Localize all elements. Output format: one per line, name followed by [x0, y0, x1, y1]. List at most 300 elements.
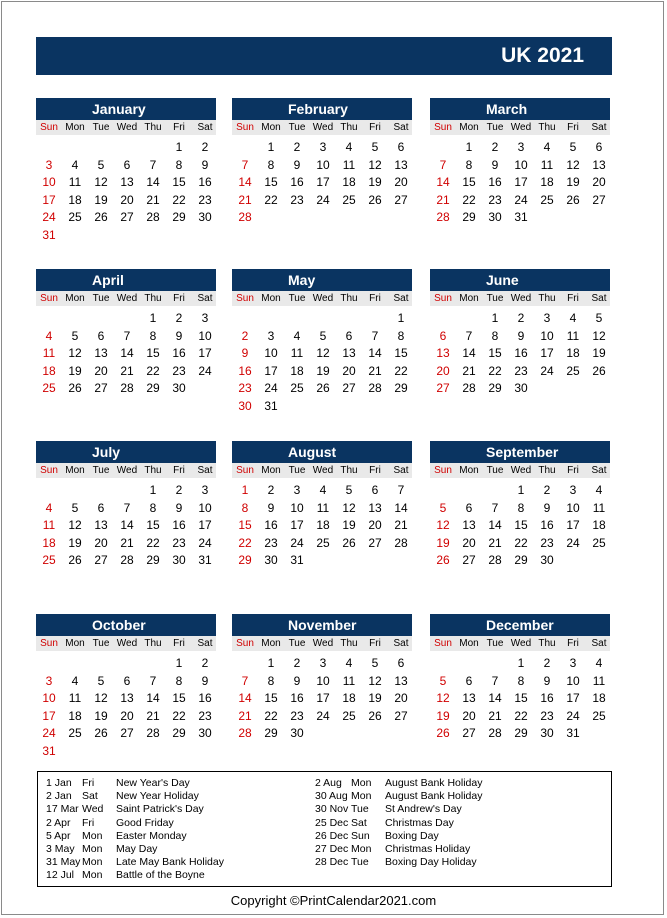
day-cell: 28	[120, 553, 134, 568]
day-cell: 21	[238, 708, 252, 723]
day-cell: 9	[543, 500, 551, 515]
day-cell: 15	[238, 518, 252, 533]
day-cell: 4	[71, 157, 79, 172]
day-grid	[430, 478, 610, 586]
holiday-weekday: Sat	[351, 816, 367, 829]
day-cell: 25	[592, 535, 606, 550]
day-cell: 26	[436, 726, 450, 741]
day-cell: 19	[68, 363, 82, 378]
weekday-label: Tue	[92, 638, 110, 649]
weekday-label: Mon	[261, 293, 281, 304]
day-cell: 7	[123, 328, 131, 343]
day-cell: 12	[68, 518, 82, 533]
holiday-weekday: Mon	[351, 777, 372, 789]
day-cell: 7	[241, 673, 249, 688]
day-cell: 4	[319, 483, 327, 497]
day-cell: 26	[68, 381, 82, 396]
day-cell: 5	[439, 500, 447, 515]
day-cell: 20	[120, 708, 134, 723]
weekday-header	[232, 120, 412, 135]
month-name: July	[36, 441, 216, 463]
day-cell: 7	[149, 157, 157, 172]
day-cell: 22	[238, 535, 252, 550]
day-cell: 24	[198, 535, 212, 550]
day-cell: 26	[94, 726, 108, 741]
weekday-label: Tue	[486, 465, 504, 476]
month-name: November	[232, 614, 412, 636]
day-cell: 22	[264, 708, 278, 723]
weekday-label: Sun	[434, 638, 452, 649]
day-cell: 8	[491, 328, 499, 343]
month-march	[430, 98, 610, 243]
holiday-name: Christmas Day	[385, 816, 454, 829]
day-cell: 6	[371, 483, 379, 497]
weekday-label: Sat	[197, 638, 213, 649]
month-name: April	[36, 269, 216, 291]
weekday-label: Sun	[40, 293, 58, 304]
holiday-date: 12 Jul	[46, 869, 75, 882]
day-cell: 5	[71, 500, 79, 515]
day-grid	[36, 478, 216, 586]
day-cell: 20	[94, 535, 108, 550]
day-cell: 16	[172, 518, 186, 533]
weekday-label: Sat	[393, 465, 409, 476]
day-cell: 12	[368, 157, 382, 172]
day-cell: 9	[517, 328, 525, 343]
day-cell: 16	[198, 691, 212, 706]
holiday-item	[38, 777, 611, 790]
weekday-label: Sun	[40, 465, 58, 476]
day-cell: 13	[436, 346, 450, 361]
holiday-name: August Bank Holiday	[385, 777, 483, 789]
weekday-label: Wed	[510, 465, 532, 476]
weekday-header	[232, 636, 412, 651]
weekday-label: Mon	[261, 638, 281, 649]
month-october	[36, 614, 216, 759]
weekday-label: Fri	[369, 293, 381, 304]
day-cell: 31	[264, 399, 278, 413]
day-cell: 23	[198, 192, 212, 207]
day-cell: 13	[462, 691, 476, 706]
holiday-item	[38, 803, 611, 816]
day-cell: 22	[172, 192, 186, 207]
day-cell: 23	[540, 535, 554, 550]
day-cell: 17	[566, 518, 580, 533]
day-cell: 14	[238, 691, 252, 706]
day-cell: 28	[238, 726, 252, 741]
day-cell: 27	[342, 381, 356, 396]
day-cell: 23	[488, 192, 502, 207]
day-cell: 3	[267, 328, 275, 343]
day-cell: 30	[488, 210, 502, 225]
holiday-weekday: Mon	[82, 856, 103, 869]
day-cell: 29	[514, 553, 528, 568]
day-cell: 27	[592, 192, 606, 207]
holiday-weekday: Fri	[82, 816, 95, 829]
weekday-label: Mon	[261, 122, 281, 133]
day-cell: 29	[462, 210, 476, 225]
weekday-label: Thu	[538, 465, 556, 476]
day-cell: 18	[68, 192, 82, 207]
day-grid	[36, 135, 216, 243]
day-grid	[232, 135, 412, 243]
day-cell: 22	[462, 192, 476, 207]
weekday-label: Thu	[340, 638, 358, 649]
month-name: June	[430, 269, 610, 291]
day-cell: 3	[569, 483, 577, 497]
day-cell: 10	[198, 500, 212, 515]
day-cell: 7	[465, 328, 473, 343]
day-cell: 17	[566, 691, 580, 706]
weekday-label: Thu	[144, 293, 162, 304]
day-cell: 6	[595, 140, 603, 154]
month-february	[232, 98, 412, 243]
holiday-name: New Year Holiday	[116, 790, 199, 803]
day-cell: 14	[120, 346, 134, 361]
day-cell: 24	[264, 381, 278, 396]
day-cell: 9	[201, 157, 209, 172]
day-cell: 12	[436, 518, 450, 533]
day-cell: 21	[394, 518, 408, 533]
holiday-date: 2 Aug	[315, 777, 342, 789]
day-cell: 1	[465, 140, 473, 154]
day-cell: 18	[342, 691, 356, 706]
day-cell: 15	[394, 346, 408, 361]
weekday-label: Sat	[197, 465, 213, 476]
day-cell: 9	[543, 673, 551, 688]
day-cell: 21	[462, 363, 476, 378]
weekday-label: Sun	[236, 293, 254, 304]
weekday-label: Sat	[393, 293, 409, 304]
day-cell: 8	[175, 673, 183, 688]
weekday-label: Mon	[459, 638, 479, 649]
day-cell: 30	[198, 210, 212, 225]
weekday-label: Thu	[340, 293, 358, 304]
day-cell: 4	[595, 483, 603, 497]
day-cell: 20	[436, 363, 450, 378]
day-cell: 25	[68, 726, 82, 741]
weekday-label: Mon	[459, 293, 479, 304]
month-november	[232, 614, 412, 759]
weekday-label: Sat	[197, 293, 213, 304]
day-cell: 2	[175, 483, 183, 497]
day-cell: 27	[94, 381, 108, 396]
holiday-date: 1 Jan	[46, 777, 72, 789]
weekday-label: Fri	[369, 465, 381, 476]
day-cell: 15	[514, 691, 528, 706]
day-cell: 15	[146, 346, 160, 361]
weekday-label: Wed	[510, 293, 532, 304]
day-cell: 19	[368, 175, 382, 190]
day-cell: 26	[368, 192, 382, 207]
day-grid	[232, 651, 412, 759]
day-cell: 30	[514, 381, 528, 396]
day-cell: 9	[201, 673, 209, 688]
day-cell: 30	[540, 726, 554, 741]
page-title: UK 2021	[501, 44, 584, 67]
holiday-name: August Bank Holiday	[385, 790, 483, 803]
day-grid	[36, 651, 216, 759]
day-cell: 7	[439, 157, 447, 172]
day-cell: 16	[514, 346, 528, 361]
day-cell: 15	[146, 518, 160, 533]
day-cell: 10	[264, 346, 278, 361]
day-cell: 24	[566, 708, 580, 723]
day-cell: 13	[368, 500, 382, 515]
day-cell: 19	[436, 708, 450, 723]
day-cell: 26	[368, 708, 382, 723]
day-cell: 18	[42, 363, 56, 378]
day-cell: 30	[172, 553, 186, 568]
weekday-label: Fri	[173, 122, 185, 133]
weekday-label: Thu	[538, 638, 556, 649]
day-cell: 7	[491, 500, 499, 515]
weekday-label: Sun	[236, 465, 254, 476]
holiday-weekday: Sat	[82, 790, 98, 803]
day-cell: 17	[198, 518, 212, 533]
day-cell: 16	[198, 175, 212, 190]
holiday-name: Battle of the Boyne	[116, 869, 205, 882]
day-cell: 12	[94, 691, 108, 706]
weekday-label: Sat	[591, 293, 607, 304]
weekday-label: Wed	[510, 638, 532, 649]
month-january	[36, 98, 216, 243]
holiday-date: 30 Aug	[315, 790, 348, 803]
holiday-date: 27 Dec	[315, 843, 349, 855]
holiday-date: 2 Jan	[46, 790, 72, 803]
day-cell: 22	[514, 535, 528, 550]
day-cell: 10	[316, 673, 330, 688]
day-cell: 16	[172, 346, 186, 361]
day-cell: 23	[540, 708, 554, 723]
day-grid	[232, 306, 412, 414]
day-cell: 30	[198, 726, 212, 741]
holiday-item	[38, 830, 611, 843]
day-cell: 13	[94, 518, 108, 533]
month-december	[430, 614, 610, 759]
day-cell: 25	[42, 381, 56, 396]
weekday-label: Mon	[65, 465, 85, 476]
day-cell: 17	[42, 192, 56, 207]
day-cell: 1	[241, 483, 249, 497]
weekday-label: Sat	[197, 122, 213, 133]
day-cell: 4	[345, 140, 353, 154]
day-cell: 3	[319, 656, 327, 670]
day-cell: 15	[264, 175, 278, 190]
weekday-label: Wed	[116, 122, 138, 133]
month-august	[232, 441, 412, 586]
holiday-date: 30 Nov	[315, 803, 349, 816]
day-cell: 13	[462, 518, 476, 533]
day-cell: 11	[68, 691, 82, 706]
day-cell: 19	[566, 175, 580, 190]
day-cell: 19	[94, 192, 108, 207]
day-cell: 4	[293, 328, 301, 343]
holiday-date: 26 Dec	[315, 829, 349, 842]
day-cell: 13	[592, 157, 606, 172]
day-cell: 13	[94, 346, 108, 361]
day-cell: 12	[68, 346, 82, 361]
weekday-label: Fri	[173, 293, 185, 304]
weekday-label: Mon	[65, 638, 85, 649]
weekday-header	[232, 291, 412, 306]
weekday-label: Sun	[40, 122, 58, 133]
day-cell: 21	[120, 363, 134, 378]
month-june	[430, 269, 610, 414]
day-cell: 2	[267, 483, 275, 497]
day-cell: 22	[488, 363, 502, 378]
day-cell: 8	[267, 673, 275, 688]
day-cell: 20	[462, 535, 476, 550]
day-cell: 10	[42, 691, 56, 706]
day-cell: 21	[488, 708, 502, 723]
day-cell: 16	[540, 691, 554, 706]
day-cell: 3	[201, 483, 209, 497]
month-name: December	[430, 614, 610, 636]
day-cell: 31	[566, 726, 580, 741]
day-cell: 11	[42, 518, 56, 533]
weekday-label: Wed	[116, 638, 138, 649]
day-cell: 20	[342, 363, 356, 378]
day-cell: 29	[488, 381, 502, 396]
day-grid	[430, 306, 610, 414]
day-cell: 28	[462, 381, 476, 396]
day-cell: 16	[264, 518, 278, 533]
day-cell: 2	[175, 311, 183, 325]
holiday-date: 2 Apr	[46, 816, 71, 829]
weekday-header	[36, 120, 216, 135]
day-cell: 20	[592, 175, 606, 190]
day-cell: 10	[540, 328, 554, 343]
day-cell: 12	[592, 328, 606, 343]
day-cell: 23	[172, 535, 186, 550]
day-cell: 28	[146, 726, 160, 741]
day-cell: 13	[342, 346, 356, 361]
day-cell: 23	[172, 363, 186, 378]
day-cell: 6	[397, 656, 405, 670]
day-cell: 27	[120, 726, 134, 741]
day-cell: 7	[491, 673, 499, 688]
day-cell: 1	[175, 656, 183, 670]
holiday-name: May Day	[116, 843, 158, 855]
day-cell: 29	[394, 381, 408, 396]
day-cell: 14	[394, 500, 408, 515]
day-cell: 28	[488, 726, 502, 741]
month-name: October	[36, 614, 216, 636]
day-cell: 28	[146, 210, 160, 225]
day-cell: 25	[342, 192, 356, 207]
title-bar	[36, 37, 612, 75]
weekday-label: Thu	[144, 122, 162, 133]
day-cell: 23	[238, 381, 252, 396]
day-cell: 26	[342, 535, 356, 550]
day-cell: 18	[540, 175, 554, 190]
day-cell: 26	[436, 553, 450, 568]
day-cell: 31	[198, 553, 212, 568]
holiday-item	[38, 856, 611, 869]
month-name: September	[430, 441, 610, 463]
day-cell: 12	[368, 673, 382, 688]
day-cell: 20	[462, 708, 476, 723]
day-cell: 21	[436, 192, 450, 207]
day-cell: 4	[45, 500, 53, 515]
day-cell: 28	[120, 381, 134, 396]
day-cell: 27	[462, 726, 476, 741]
day-cell: 8	[175, 157, 183, 172]
weekday-label: Sun	[236, 638, 254, 649]
day-cell: 27	[394, 192, 408, 207]
day-cell: 3	[45, 673, 53, 688]
day-cell: 29	[172, 210, 186, 225]
holiday-weekday: Mon	[82, 869, 103, 882]
day-cell: 5	[319, 328, 327, 343]
day-cell: 12	[342, 500, 356, 515]
weekday-label: Thu	[538, 122, 556, 133]
day-cell: 10	[316, 157, 330, 172]
day-cell: 29	[264, 726, 278, 741]
day-cell: 25	[316, 535, 330, 550]
day-cell: 19	[368, 691, 382, 706]
day-cell: 2	[543, 483, 551, 497]
weekday-label: Sun	[40, 638, 58, 649]
day-cell: 26	[316, 381, 330, 396]
holiday-name: Saint Patrick's Day	[116, 803, 204, 816]
day-cell: 31	[290, 553, 304, 568]
day-cell: 8	[241, 500, 249, 515]
day-cell: 22	[264, 192, 278, 207]
day-cell: 4	[543, 140, 551, 154]
day-cell: 3	[319, 140, 327, 154]
weekday-label: Thu	[340, 465, 358, 476]
day-cell: 21	[368, 363, 382, 378]
day-cell: 28	[238, 210, 252, 225]
day-cell: 19	[342, 518, 356, 533]
weekday-label: Fri	[369, 122, 381, 133]
month-september	[430, 441, 610, 586]
day-cell: 5	[97, 157, 105, 172]
day-cell: 29	[238, 553, 252, 568]
holiday-weekday: Tue	[351, 803, 369, 816]
holiday-item	[38, 843, 611, 856]
weekday-header	[36, 636, 216, 651]
holiday-name: Late May Bank Holiday	[116, 856, 224, 869]
day-cell: 2	[517, 311, 525, 325]
day-cell: 10	[514, 157, 528, 172]
day-grid	[430, 651, 610, 759]
day-cell: 14	[146, 691, 160, 706]
day-cell: 19	[436, 535, 450, 550]
holiday-name: St Andrew's Day	[385, 803, 462, 816]
weekday-label: Fri	[567, 122, 579, 133]
day-cell: 18	[290, 363, 304, 378]
day-cell: 8	[517, 500, 525, 515]
day-cell: 11	[68, 175, 82, 190]
weekday-label: Wed	[312, 638, 334, 649]
day-cell: 3	[293, 483, 301, 497]
day-grid	[430, 135, 610, 243]
day-cell: 26	[592, 363, 606, 378]
day-cell: 11	[592, 673, 606, 688]
holiday-date: 17 Mar	[46, 803, 79, 816]
holiday-name: Boxing Day Holiday	[385, 856, 477, 869]
day-cell: 11	[42, 346, 56, 361]
weekday-label: Fri	[567, 638, 579, 649]
day-cell: 5	[371, 140, 379, 154]
day-cell: 9	[293, 673, 301, 688]
day-cell: 9	[267, 500, 275, 515]
day-cell: 22	[146, 535, 160, 550]
day-cell: 15	[488, 346, 502, 361]
